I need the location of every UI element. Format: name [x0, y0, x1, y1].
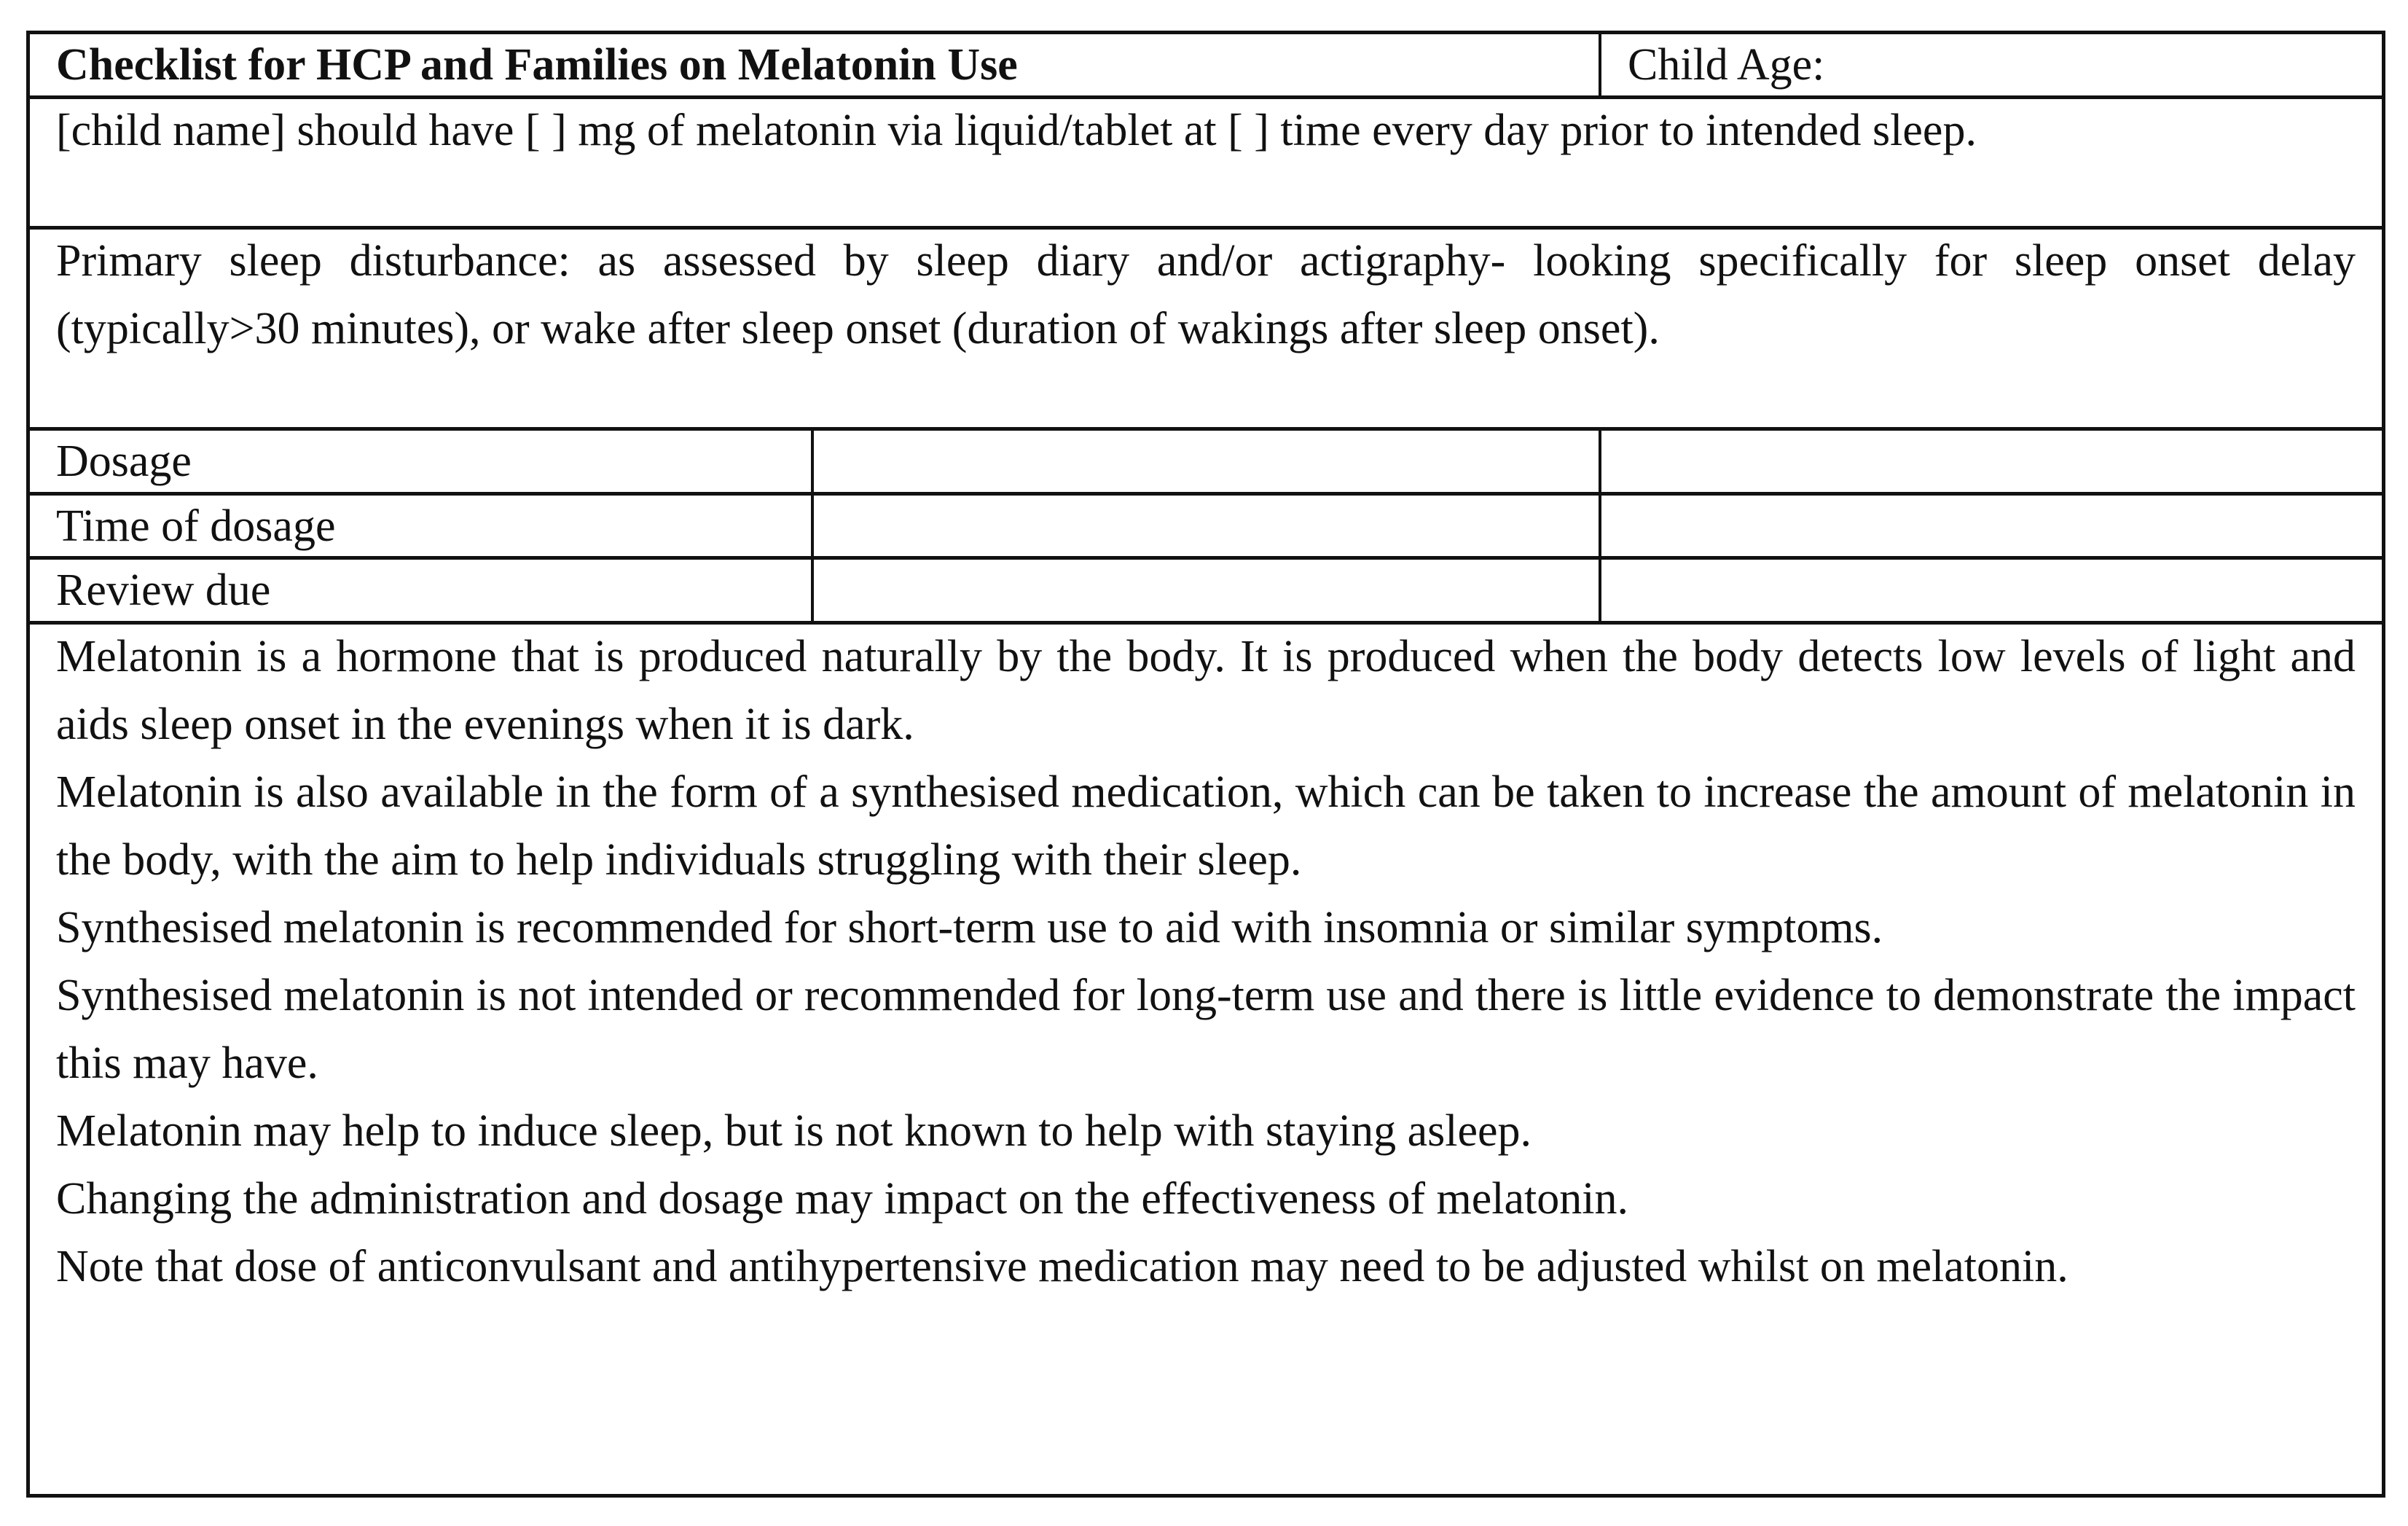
- row-label-review-due: Review due: [56, 566, 271, 615]
- note-natural-hormone: Melatonin is a hormone that is produced naturally by the body. It is produced when the body detects low levels of light and aids sleep onset in the evenings when it is dark.: [56, 632, 2356, 749]
- dosage-value-field-2[interactable]: [1601, 428, 2382, 492]
- time-of-dosage-field-2[interactable]: [1601, 493, 2382, 556]
- row-label-time-of-dosage: Time of dosage: [56, 501, 336, 551]
- note-short-term-use: Synthesised melatonin is recommended for short-term use to aid with insomnia or similar symptoms.: [56, 903, 1883, 952]
- note-synthesised-medication: Melatonin is also available in the form of a synthesised medication, which can be taken to increase the amount of melatonin in the body, with the aim to help individuals struggling with their sleep.: [56, 767, 2356, 885]
- note-medication-adjustment: Note that dose of anticonvulsant and antihypertensive medication may need to be adjusted whilst on melatonin.: [56, 1242, 2068, 1291]
- checklist-title: Checklist for HCP and Families on Melatonin Use: [56, 40, 1018, 90]
- dosage-value-field-1[interactable]: [814, 428, 1599, 492]
- melatonin-checklist-table: [26, 31, 2385, 1498]
- child-age-field[interactable]: Child Age:: [1628, 40, 1825, 90]
- note-induce-sleep: Melatonin may help to induce sleep, but is not known to help with staying asleep.: [56, 1106, 1532, 1156]
- primary-sleep-disturbance: Primary sleep disturbance: as assessed by sleep diary and/or actigraphy- looking specifically for sleep onset delay (typically>30 minutes), or wake after sleep onset (duration of wakings after sleep onset).: [56, 236, 2356, 353]
- review-due-field-1[interactable]: [814, 557, 1599, 621]
- row-label-dosage: Dosage: [56, 437, 192, 486]
- review-due-field-2[interactable]: [1601, 557, 2382, 621]
- melatonin-notes: [30, 623, 2382, 1494]
- note-administration-changes: Changing the administration and dosage may impact on the effectiveness of melatonin.: [56, 1174, 1628, 1224]
- dosage-instruction[interactable]: [child name] should have [ ] mg of melatonin via liquid/tablet at [ ] time every day prior to intended sleep.: [56, 106, 1977, 155]
- note-long-term-use: Synthesised melatonin is not intended or recommended for long-term use and there is little evidence to demonstrate the impact this may have.: [56, 971, 2356, 1088]
- time-of-dosage-field-1[interactable]: [814, 493, 1599, 556]
